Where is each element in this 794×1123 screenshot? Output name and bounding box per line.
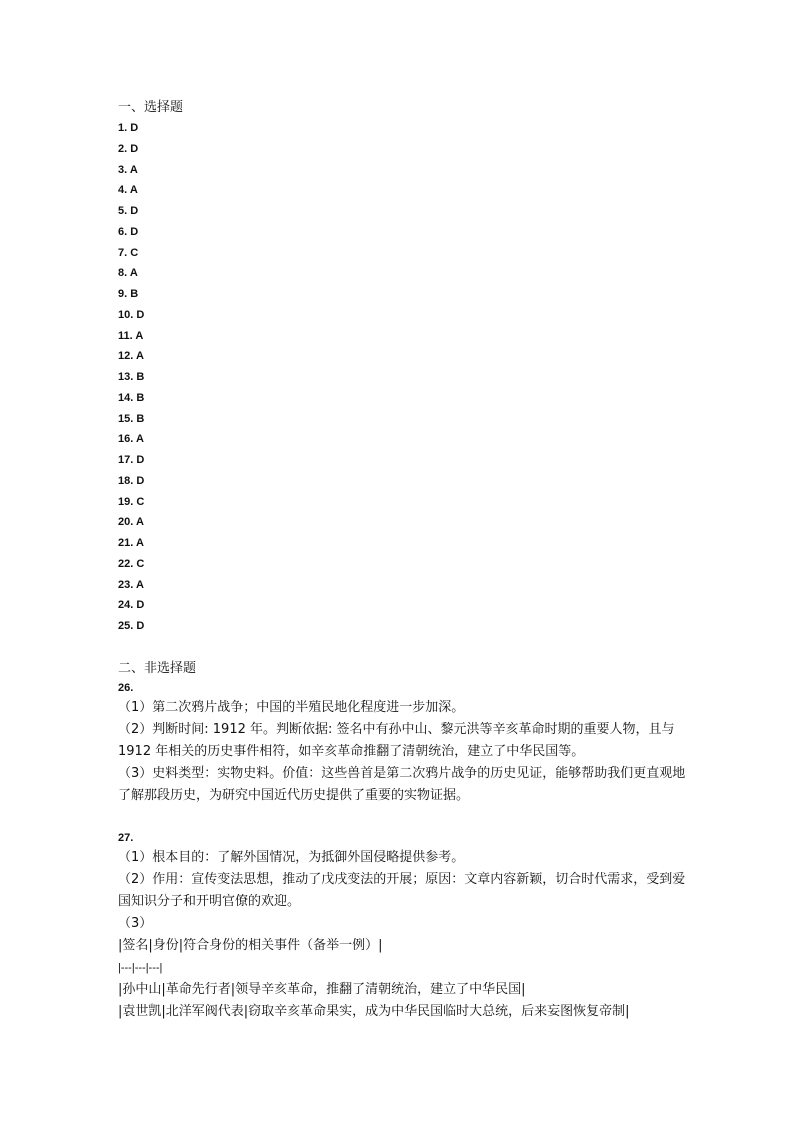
answer-item: 24. D bbox=[118, 599, 145, 612]
answer-item: 23. A bbox=[118, 578, 144, 591]
answer-item: 19. C bbox=[118, 495, 145, 508]
answer-item: 2. D bbox=[118, 142, 139, 155]
question-26-number: 26. bbox=[118, 681, 134, 694]
answer-item: 7. C bbox=[118, 246, 139, 259]
answer-item: 20. A bbox=[118, 516, 144, 529]
answer-item: 22. C bbox=[118, 557, 145, 570]
answer-item: 10. D bbox=[118, 308, 145, 321]
q26-part1: （1）第二次鸦片战争；中国的半殖民地化程度进一步加深。 bbox=[118, 699, 465, 715]
answer-item: 11. A bbox=[118, 329, 144, 342]
answer-item: 15. B bbox=[118, 412, 145, 425]
q27-table-separator: |---|---|---| bbox=[118, 961, 163, 974]
q27-part3: （3） bbox=[118, 915, 153, 931]
answer-item: 12. A bbox=[118, 350, 144, 363]
q27-table-header: |签名|身份|符合身份的相关事件（备举一例）| bbox=[118, 937, 383, 953]
answer-item: 4. A bbox=[118, 184, 138, 197]
section-1-title: 一、选择题 bbox=[118, 100, 184, 115]
q27-table-row: |孙中山|革命先行者|领导辛亥革命，推翻了清朝统治，建立了中华民国| bbox=[118, 981, 526, 997]
answer-item: 3. A bbox=[118, 163, 138, 176]
section-2-title: 二、非选择题 bbox=[118, 660, 197, 676]
answer-item: 14. B bbox=[118, 391, 145, 404]
answer-item: 6. D bbox=[118, 225, 139, 238]
answer-item: 5. D bbox=[118, 205, 139, 217]
answer-item: 16. A bbox=[118, 433, 144, 446]
q26-part2: （2）判断时间: 1912 年。判断依据: 签名中有孙中山、黎元洪等辛亥革命时期的重要人物，且与 1912 年相关的历史事件相符，如辛亥革命推翻了清朝统治，建立了中华民国等。 bbox=[118, 721, 675, 759]
answer-item: 18. D bbox=[118, 474, 145, 487]
answer-item: 17. D bbox=[118, 454, 145, 466]
multiple-choice-answer-list bbox=[118, 118, 688, 637]
question-27-number: 27. bbox=[118, 831, 134, 844]
answer-item: 21. A bbox=[118, 537, 144, 549]
q27-part2: （2）作用：宣传变法思想，推动了戊戌变法的开展；原因：文章内容新颖，切合时代需求，受到爱国知识分子和开明官僚的欢迎。 bbox=[118, 871, 686, 909]
answer-item: 25. D bbox=[118, 620, 145, 632]
answer-item: 8. A bbox=[118, 267, 138, 280]
answer-item: 13. B bbox=[118, 371, 145, 383]
answer-sheet bbox=[118, 98, 688, 1023]
q26-part3: （3）史料类型：实物史料。价值：这些兽首是第二次鸦片战争的历史见证，能够帮助我们更直观地了解那段历史，为研究中国近代历史提供了重要的实物证据。 bbox=[118, 765, 686, 803]
q27-table-row: |袁世凯|北洋军阀代表|窃取辛亥革命果实，成为中华民国临时大总统，后来妄图恢复帝制| bbox=[118, 1003, 630, 1019]
answer-item: 1. D bbox=[118, 122, 139, 134]
answer-item: 9. B bbox=[118, 288, 139, 300]
q27-part1: （1）根本目的：了解外国情况，为抵御外国侵略提供参考。 bbox=[118, 849, 465, 865]
